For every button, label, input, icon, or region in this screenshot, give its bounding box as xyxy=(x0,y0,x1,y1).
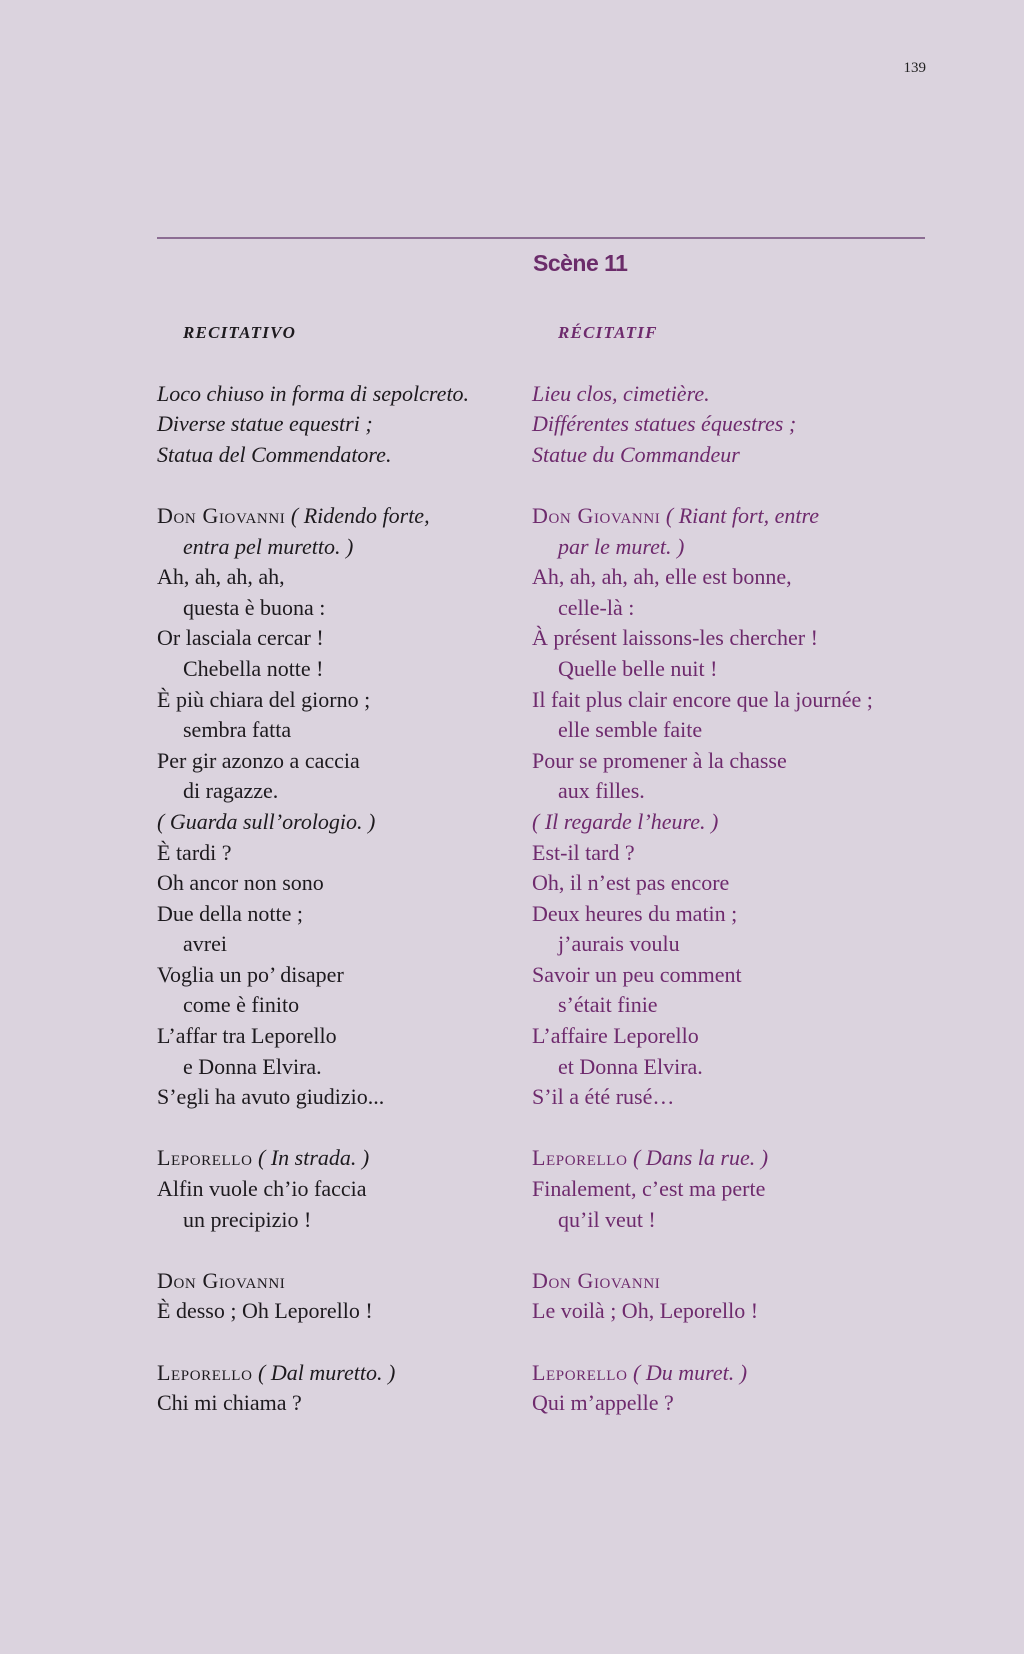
libretto-line xyxy=(532,623,932,654)
line-text: È più chiara del giorno ; xyxy=(157,686,371,712)
libretto-line xyxy=(157,1296,517,1327)
stage-direction: Lieu clos, cimetière. xyxy=(532,380,710,406)
line-text: questa è buona : xyxy=(183,594,326,620)
line-text: Due della notte ; xyxy=(157,900,304,926)
libretto-line xyxy=(157,409,517,440)
line-text: À présent laissons-les chercher ! xyxy=(532,625,818,651)
line-text: elle semble faite xyxy=(558,717,703,743)
line-text: Il fait plus clair encore que la journée ; xyxy=(532,686,873,712)
libretto-line xyxy=(157,746,517,777)
libretto-line xyxy=(532,1266,932,1297)
libretto-line xyxy=(532,593,932,624)
line-text: Oh ancor non sono xyxy=(157,870,324,896)
stanza-gap xyxy=(532,1113,932,1144)
libretto-line xyxy=(532,654,932,685)
libretto-line xyxy=(532,562,932,593)
line-text: come è finito xyxy=(183,992,300,1018)
line-text: Finalement, c’est ma perte xyxy=(532,1176,766,1202)
stage-direction: ( Guarda sull’orologio. ) xyxy=(157,808,376,834)
line-text: Oh, il n’est pas encore xyxy=(532,870,730,896)
italian-column xyxy=(157,318,517,1419)
line-text: avrei xyxy=(183,931,227,957)
libretto-line xyxy=(532,715,932,746)
line-text: Voglia un po’ disaper xyxy=(157,961,344,987)
character-name: Don Giovanni xyxy=(532,502,661,528)
libretto-line xyxy=(157,929,517,960)
libretto-line xyxy=(532,1174,932,1205)
stanza-gap xyxy=(532,470,932,501)
line-text: aux filles. xyxy=(558,778,645,804)
libretto-line xyxy=(157,715,517,746)
libretto-line xyxy=(532,1358,932,1389)
libretto-line xyxy=(532,532,932,563)
character-name: Leporello xyxy=(157,1145,253,1171)
libretto-line xyxy=(532,1388,932,1419)
libretto-line xyxy=(532,685,932,716)
libretto-line xyxy=(157,776,517,807)
character-name: Don Giovanni xyxy=(157,502,286,528)
line-text: di ragazze. xyxy=(183,778,279,804)
libretto-line xyxy=(157,379,517,410)
stanza-gap xyxy=(157,1113,517,1144)
line-text: S’egli ha avuto giudizio... xyxy=(157,1084,385,1110)
libretto-line xyxy=(532,807,932,838)
stage-direction: ( Il regarde l’heure. ) xyxy=(532,808,719,834)
libretto-line xyxy=(532,440,932,471)
line-text: un precipizio ! xyxy=(183,1206,312,1232)
page-number: 139 xyxy=(903,60,926,76)
stage-direction: Diverse statue equestri ; xyxy=(157,411,373,437)
line-text: Or lasciala cercar ! xyxy=(157,625,324,651)
libretto-line xyxy=(157,838,517,869)
line-text: Est-il tard ? xyxy=(532,839,635,865)
line-text: Ah, ah, ah, ah, elle est bonne, xyxy=(532,564,792,590)
stanza-gap xyxy=(532,1235,932,1266)
libretto-line xyxy=(532,409,932,440)
libretto-line xyxy=(157,685,517,716)
line-text: L’affar tra Leporello xyxy=(157,1023,337,1049)
libretto-line xyxy=(157,1388,517,1419)
libretto-line xyxy=(532,990,932,1021)
line-text: Ah, ah, ah, ah, xyxy=(157,564,285,590)
line-text: Quelle belle nuit ! xyxy=(558,655,718,681)
stage-direction: ( In strada. ) xyxy=(252,1145,370,1171)
libretto-line xyxy=(532,1052,932,1083)
libretto-line xyxy=(157,1205,517,1236)
libretto-line xyxy=(157,1052,517,1083)
section-rule xyxy=(157,237,925,239)
libretto-line xyxy=(532,868,932,899)
libretto-line xyxy=(532,501,932,532)
line-text: Savoir un peu comment xyxy=(532,961,742,987)
stanza-gap xyxy=(157,1235,517,1266)
stage-direction: Loco chiuso in forma di sepolcreto. xyxy=(157,380,470,406)
stage-direction: ( Dans la rue. ) xyxy=(627,1145,769,1171)
libretto-line xyxy=(157,440,517,471)
libretto-line xyxy=(532,1082,932,1113)
line-text: celle-là : xyxy=(558,594,635,620)
libretto-line xyxy=(532,379,932,410)
stanza-gap xyxy=(157,470,517,501)
line-text: qu’il veut ! xyxy=(558,1206,656,1232)
line-text: s’était finie xyxy=(558,992,658,1018)
line-text: Qui m’appelle ? xyxy=(532,1390,674,1416)
line-text: Pour se promener à la chasse xyxy=(532,747,787,773)
french-lines xyxy=(532,379,932,1419)
stage-direction: ( Du muret. ) xyxy=(627,1359,748,1385)
libretto-line xyxy=(157,501,517,532)
stage-direction: Statue du Commandeur xyxy=(532,441,740,467)
libretto-line xyxy=(532,776,932,807)
libretto-line xyxy=(157,1143,517,1174)
libretto-line xyxy=(532,1296,932,1327)
french-column xyxy=(532,318,932,1419)
stage-direction: Statua del Commendatore. xyxy=(157,441,392,467)
italian-lines xyxy=(157,379,517,1419)
libretto-line xyxy=(157,868,517,899)
libretto-line xyxy=(157,960,517,991)
line-text: Alfin vuole ch’io faccia xyxy=(157,1176,367,1202)
libretto-line xyxy=(157,654,517,685)
libretto-line xyxy=(157,899,517,930)
libretto-line xyxy=(157,562,517,593)
libretto-line xyxy=(532,960,932,991)
italian-heading: RECITATIVO xyxy=(183,323,297,342)
line-text: sembra fatta xyxy=(183,717,292,743)
line-text: S’il a été rusé… xyxy=(532,1084,675,1110)
character-name: Don Giovanni xyxy=(532,1267,661,1293)
stage-direction: ( Riant fort, entre xyxy=(660,502,820,528)
line-text: et Donna Elvira. xyxy=(558,1053,703,1079)
stage-direction: Différentes statues équestres ; xyxy=(532,411,797,437)
libretto-line xyxy=(157,1021,517,1052)
line-text: Chebella notte ! xyxy=(183,655,324,681)
libretto-line xyxy=(532,899,932,930)
libretto-line xyxy=(157,593,517,624)
libretto-line xyxy=(532,1143,932,1174)
stanza-gap xyxy=(532,1327,932,1358)
libretto-line xyxy=(157,1174,517,1205)
line-text: Chi mi chiama ? xyxy=(157,1390,302,1416)
line-text: e Donna Elvira. xyxy=(183,1053,322,1079)
libretto-line xyxy=(532,929,932,960)
stanza-gap xyxy=(157,1327,517,1358)
line-text: Deux heures du matin ; xyxy=(532,900,738,926)
scene-title: Scène 11 xyxy=(533,250,628,276)
libretto-line xyxy=(157,990,517,1021)
libretto-line xyxy=(532,1021,932,1052)
character-name: Leporello xyxy=(157,1359,253,1385)
line-text: È desso ; Oh Leporello ! xyxy=(157,1298,373,1324)
line-text: j’aurais voulu xyxy=(558,931,680,957)
libretto-line xyxy=(157,1266,517,1297)
french-heading: RÉCITATIF xyxy=(558,323,658,342)
libretto-line xyxy=(157,1082,517,1113)
character-name: Leporello xyxy=(532,1359,628,1385)
stage-direction: par le muret. ) xyxy=(558,533,685,559)
stage-direction: ( Ridendo forte, xyxy=(285,502,430,528)
character-name: Don Giovanni xyxy=(157,1267,286,1293)
line-text: L’affaire Leporello xyxy=(532,1023,699,1049)
line-text: Le voilà ; Oh, Leporello ! xyxy=(532,1298,759,1324)
libretto-line xyxy=(157,807,517,838)
libretto-line xyxy=(532,746,932,777)
character-name: Leporello xyxy=(532,1145,628,1171)
libretto-line xyxy=(532,838,932,869)
stage-direction: ( Dal muretto. ) xyxy=(252,1359,396,1385)
stage-direction: entra pel muretto. ) xyxy=(183,533,354,559)
libretto-line xyxy=(157,623,517,654)
libretto-line xyxy=(157,532,517,563)
line-text: È tardi ? xyxy=(157,839,232,865)
libretto-line xyxy=(157,1358,517,1389)
line-text: Per gir azonzo a caccia xyxy=(157,747,360,773)
libretto-line xyxy=(532,1205,932,1236)
